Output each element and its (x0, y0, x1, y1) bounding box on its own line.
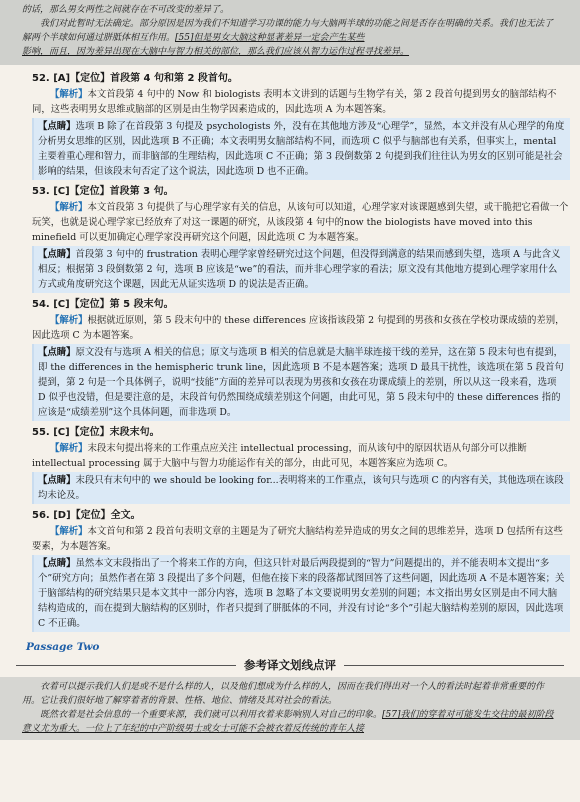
underlined-key-sentence: 影响，而且，因为差异出现在大脑中与智力相关的部位，那么我们应该从智力运作过程寻找差异。 (22, 47, 410, 57)
question-53 (10, 184, 570, 293)
analysis-text: 本文首段第 4 句中的 Now 和 biologists 表明本文讲到的话题与生物学有关，第 2 段首句提到男女的脑部结构不同，这些表明男女思维或脑部的区别是由生物学因素造成的，因此选项 A 为本题答案。 (32, 89, 557, 115)
section-title: 参考译文划线点评 (244, 658, 336, 672)
question-56 (10, 508, 570, 632)
analysis-text: 本文首段第 3 句提供了与心理学家有关的信息，从该句可以知道，心理学家对该课题感到失望，或干脆把它看做一个玩笑，也就是说心理学家已经放弃了对这一课题的研究，从该段第 4 句中的now the biologists have moved into this minefield 可以更加确定心理学家没再研究这个问题，因此选项 C 为本题答案。 (32, 202, 569, 243)
key-point-text: 选项 B 除了在首段第 3 句提及 psychologists 外，没有在其他地方涉及“心理学”，显然，本文并没有从心理学的角度分析男女思维的区别，因此选项 B 不正确；本文表明男女脑部结构不同，而选项 C 似乎与脑部也有关系，但事实上，mental 主要着重心理和智力，而非脑部的生理结构，因此选项 C 不正确；第 3 段倒数第 2 句提到我们往往认为男女的区别可能是社会影响的结果，但该段末句否定了这个说法，因此选项 D 也不正确。 (38, 121, 565, 177)
translation-text: 确的关系。我们也无法了解两个半球如何通过胼胝体相互作用。 (22, 19, 554, 43)
underlined-key-sentence: [57]我们的穿着对可能发生交往的最初阶段意义尤为重大。一位上了年纪的中产阶级男士或女士可能不会被衣着反传统的青年人接 (22, 710, 554, 734)
key-point-text: 首段第 3 句中的 frustration 表明心理学家曾经研究过这个问题，但没得到满意的结果而感到失望，选项 A 与此含义相反；根据第 3 段倒数第 2 句，选项 B 应该是“we”的看法，而并非心理学家的看法；原文没有其他地方提到心理学家用什么方式或角度研究这个课题，因此无从证实选项 D 的说法是否正确。 (38, 249, 561, 290)
question-head: 54. [C]【定位】第 5 段末句。 (32, 299, 174, 310)
analysis-tag: 【解析】 (50, 315, 88, 326)
question-55 (10, 425, 570, 504)
underlined-key-sentence: [55]但是男女大脑这种显著差异一定会产生某些 (175, 33, 365, 43)
analysis (32, 313, 570, 343)
key-point-tag: 【点睛】 (38, 558, 76, 569)
question-head: 52. [A]【定位】首段第 4 句和第 2 段首句。 (32, 73, 238, 84)
question-head: 53. [C]【定位】首段第 3 句。 (32, 186, 174, 197)
analysis-tag: 【解析】 (50, 443, 88, 454)
question-head: 55. [C]【定位】末段末句。 (32, 427, 160, 438)
translation-paragraph: 衣着可以提示我们人们是或不是什么样的人，以及他们想成为什么样的人，因而在我们得出对一个人的看法时起着非常重要的作用。它让我们很好地了解穿着者的背景、性格、地位、情绪及其对社会的看法。 (22, 682, 545, 706)
translation-text: 我们对此暂时无法确定。部分原因是因为我们不知道学习功课的能力与大脑两半球的功能之间是否存在明 (40, 19, 455, 29)
key-point-tag: 【点睛】 (38, 475, 76, 486)
analysis-tag: 【解析】 (50, 202, 88, 213)
key-point-box (32, 246, 570, 293)
analysis-tag: 【解析】 (50, 89, 88, 100)
analysis (32, 524, 570, 554)
translation-line: 的话，那么男女两性之间就存在不可改变的差异了。 (22, 5, 230, 15)
translation-text: 既然衣着是社会信息的一个重要来源，我们就可以利用衣着来影响别人对自己的印象。 (40, 710, 383, 720)
key-point-box (32, 472, 570, 504)
analysis-text: 根据就近原则，第 5 段末句中的 these differences 应该指该段第 2 句提到的男孩和女孩在学校功课成绩的差别，因此选项 C 为本题答案。 (32, 315, 565, 341)
key-point-text: 虽然本文末段指出了一个将来工作的方向，但这只针对最后两段提到的“智力”问题提出的，并不能表明本文提出“多个”研究方向；虽然作者在第 3 段提出了多个问题，但他在接下来的段落都试图回答了这些问题，因此选项 A 不是本题答案；关于脑部结构的研究结果只是本文其中一部分内容，选项 B 忽略了本文要说明男女差别的问题；本文指出男女区别是由不同大脑结构造成的，而在提到大脑结构的区别时，作者只提到了胼胝体的不同，并没有讨论“多个”引起大脑结构差别的原因，因此选项 C 不正确。 (38, 558, 565, 629)
question-54 (10, 297, 570, 421)
analysis (32, 87, 570, 117)
key-point-tag: 【点睛】 (38, 347, 76, 358)
previous-translation-excerpt (0, 0, 580, 65)
key-point-box (32, 555, 570, 632)
question-head: 56. [D]【定位】全文。 (32, 510, 141, 521)
key-point-tag: 【点睛】 (38, 249, 76, 260)
key-point-text: 原文没有与选项 A 相关的信息；原文与选项 B 相关的信息就是大脑半球连接干线的差异，这在第 5 段末句也有提到，即 the differences in the hemispheric trunk line，因此选项 B 不是本题答案；选项 D 最具干扰性，该选项在第 5 段首句提到，第 2 句是一个具体例子，说明“技能”方面的差异可以表现为男孩和女孩在功课成绩上的差别，所以从这一段来看，选项 D 似乎也没错，但是要注意的是，末段首句仍然围绕成绩差别这个问题，由此可见，第 5 段末句中的 these differences 指的应该是“成绩差别”这个具体问题，而非选项 D。 (38, 347, 564, 418)
question-52 (10, 71, 570, 180)
translation-excerpt (0, 677, 580, 740)
divider-line (16, 665, 236, 666)
analysis (32, 441, 570, 471)
key-point-tag: 【点睛】 (38, 121, 76, 132)
analysis-text: 末段末句提出将来的工作重点应关注 intellectual processing，而从该句中的原因状语从句部分可以推断 intellectual processing 属于大脑中与智力功能运作有关的部分，由此可见，本题答案应为选项 C。 (32, 443, 527, 469)
divider-line (344, 665, 564, 666)
translation-paragraph (22, 708, 558, 736)
analysis (32, 200, 570, 245)
analysis-text: 本文首句和第 2 段首句表明文章的主题是为了研究大脑结构差异造成的男女之间的思维差异，选项 D 包括所有这些要素，为本题答案。 (32, 526, 563, 552)
section-title-row (16, 657, 564, 673)
key-point-box (32, 344, 570, 421)
key-point-box (32, 118, 570, 180)
passage-label: Passage Two (26, 641, 100, 653)
translation-paragraph (22, 17, 558, 45)
analysis-tag: 【解析】 (50, 526, 88, 537)
key-point-text: 末段只有末句中的 we should be looking for...表明将来的工作重点，该句只与选项 C 的内容有关，其他选项在该段均未论及。 (38, 475, 564, 501)
